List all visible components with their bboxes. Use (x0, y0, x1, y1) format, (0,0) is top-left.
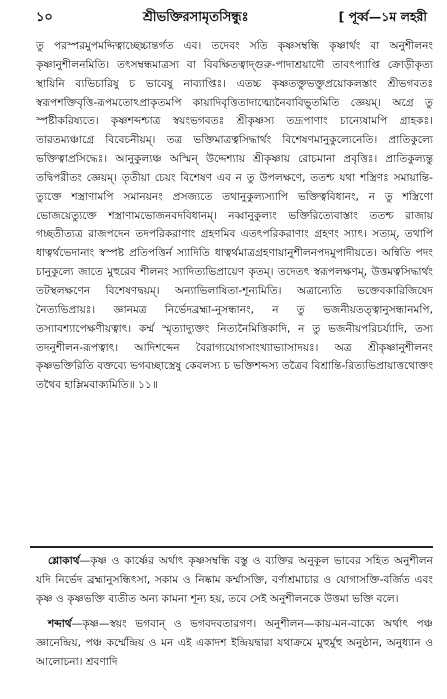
page-header (36, 8, 427, 30)
shabdartha-label: শব্দার্থ (48, 617, 72, 630)
shlokartha-paragraph (36, 552, 433, 609)
translation-block (36, 552, 433, 671)
shlokartha-label: শ্লোকার্থ (48, 555, 80, 567)
commentary-block (36, 37, 433, 395)
shlokartha-text: —কৃষ্ণ ও কার্ষ্ণের অর্থাৎ কৃষ্ণসম্বন্ধি বস্তু ও ব্যক্তির অনুকূল ভাবের সহিত অনুশীলন যদি নির্ভেদ ব্রহ্মানুসন্ধিৎসা, সকাম ও নিষ্কাম কর্ম্মাসক্তি, বর্ণাশ্রমাচার ও যোগাসক্তি-বর্জিত এবং কৃষ্ণ ও কৃষ্ণভক্তি ব্যতীত অন্য কামনা শূন্য হয়, তবে সেই অনুশীলনকে উত্তমা ভক্তি বলে। (36, 555, 433, 605)
running-title: শ্রীভক্তিরসামৃতসিন্ধুঃ (142, 10, 249, 25)
section-label: [ পূর্ব্ব—১ম লহরী (338, 9, 427, 24)
section-divider (30, 546, 433, 548)
shabdartha-text: —কৃষ্ণ—স্বয়ং ভগবান্ ও ভগবদবতারগণ। অনুশীলন—কায়-মন-বাক্যে অর্থাৎ পঞ্চ জ্ঞানেন্দ্রিয়, পঞ্চ কর্ম্মেন্দ্রিয় ও মন এই একাদশ ইন্দ্রিয়দ্বারা যথাক্রমে মুহুর্মুহু অনুষ্ঠান, অনুধ্যান ও আলোচনা। শ্রবণাদি (36, 617, 433, 668)
shabdartha-paragraph (36, 615, 433, 672)
page-number: ১০ (36, 10, 53, 25)
commentary-text: তু পরস্পরমুপমদ্দিত্বাচ্ছেচ্চান্তর্গত এব। তদেবং সতি কৃষ্ণসম্বন্ধি কৃষ্ণার্থং বা অনুশীলনং কৃষ্ণানুশীলনমিতি। তৎসম্বন্ধমাত্রস্য বা বিবক্ষিতত্বাদ্গুরু-পাদাশ্রয়াদৌ তাবৎপ্যাপ্তি ক্রোড়ীকৃত্য স্থায়িনি ব্যভিচারিষু চ ভাবেষু নাব্যাপ্তিঃ। এতচ্চ কৃষ্ণতক্তুভক্তুপ্রয়োকলস্তাং শ্রীভগবতঃ স্বরূপশক্তিবৃত্তি-রূপমতোঽপ্রাকৃতমপি কায়াদিবৃত্তিতাদাত্ম্যেনৈবাবিভূ্তমিতি জ্ঞেয়ম্। অগ্রে তু স্পষ্টীকরিষ্যতে। কৃষ্ণশব্দশ্চাত্র স্বয়ংভগবতঃ শ্রীকৃষ্ণস্য তদ্রূপাণাং চান্যেষামপি গ্রাহকঃ। তারতম্যঞ্চাগ্রে বিবেচনীয়ম্। তত্র ভক্তিমাত্রত্বসিদ্ধার্থং বিশেষণমানুকুল্যেনেতি। প্রাতিকুল্যে ভক্তিত্বাপ্রসিদ্ধেঃ। আনুকুল্যঞ্চ অস্মিন্ উদ্দেশ্যায় শ্রীকৃষ্ণায় রোচমানা প্রবৃত্তিঃ। প্রাতিকুল্যন্তু তদ্বিপরীতং জ্ঞেয়ম্। তৃতীয়া চেয়ং বিশেষণ এব ন তু উপলক্ষণে, ততশ্চ যথা শস্ত্রিণঃ সমায়ান্তি-ত্যুক্তে শস্ত্রাণামপি সমানয়নং প্রসজ্যতে তথানুকুল্যস্যাপি ভক্তিত্ববিধানং, ন তু শস্ত্রিণো ভোজয়েত্যুক্তে শস্ত্রাণামভোজনবদবিধানম্। নব্বানুকুল্যং ভক্তিরিত্যেবাস্তাং ততশ্চ রাজায় গচ্ছতীত্যত্র রাজপদেন তদপরিকরাণাং গ্রহণমিব এতৎপরিকরাণাং গ্রহণং স্যাৎ। সত্যম্, তথাপি ধাত্বর্থভেদানাং স্বস্পষ্ট প্রতিপত্তির্ন স্যাদিতি ধাত্বর্থমাত্রগ্রহণায়ানুশীলনপদমুপাদীয়তে। অন্বিতি পদং চানুকুল্যে জাতে মুহুরেব শীলনং স্যাদিত্যভিপ্রায়েণ কৃতম্। তদেতৎ স্বরূপলক্ষণম্, উত্তমত্বসিদ্ধার্থং তটস্থলক্ষণেন বিশেষণদ্বয়ম্। অন্যাভিলাষিতা-শূন্যমিতি। অত্রান্যেতি ভক্তেবকারিজিষেদ নৈত্যভিপ্রায়ঃ। জ্ঞানমত্র নির্ভেদব্রহ্মা-নুসন্ধানং, ন তু ভজনীয়তত্ত্বানুসন্ধানমপি, তস্যাবশ্যাপেক্ষণীয়ত্বাৎ। কর্ম্ম স্মৃত্যাদ্যুক্তং নিত্যনৈমিত্তিকাদি, ন তু ভজনীয়পরিচর্য্যাদি, তস্য তদনুশীলন-রূপত্বাৎ। আদিশব্দেন বৈরাগ্যযোগসাংখ্যাভ্যাসাদয়ঃ। অত্র শ্রীকৃষ্ণানুশীলনং কৃষ্ণভক্তিরিতি বক্তব্যে ভগবচ্ছাস্ত্রেষু কেবলস্য চ ভক্তিশব্দস্য তত্রৈব বিশ্রান্তি-রিত্যভিপ্রায়াত্তথোক্তং তথৈব হাম্লিমবাক্যমিতি॥ ১১॥ (36, 40, 433, 392)
